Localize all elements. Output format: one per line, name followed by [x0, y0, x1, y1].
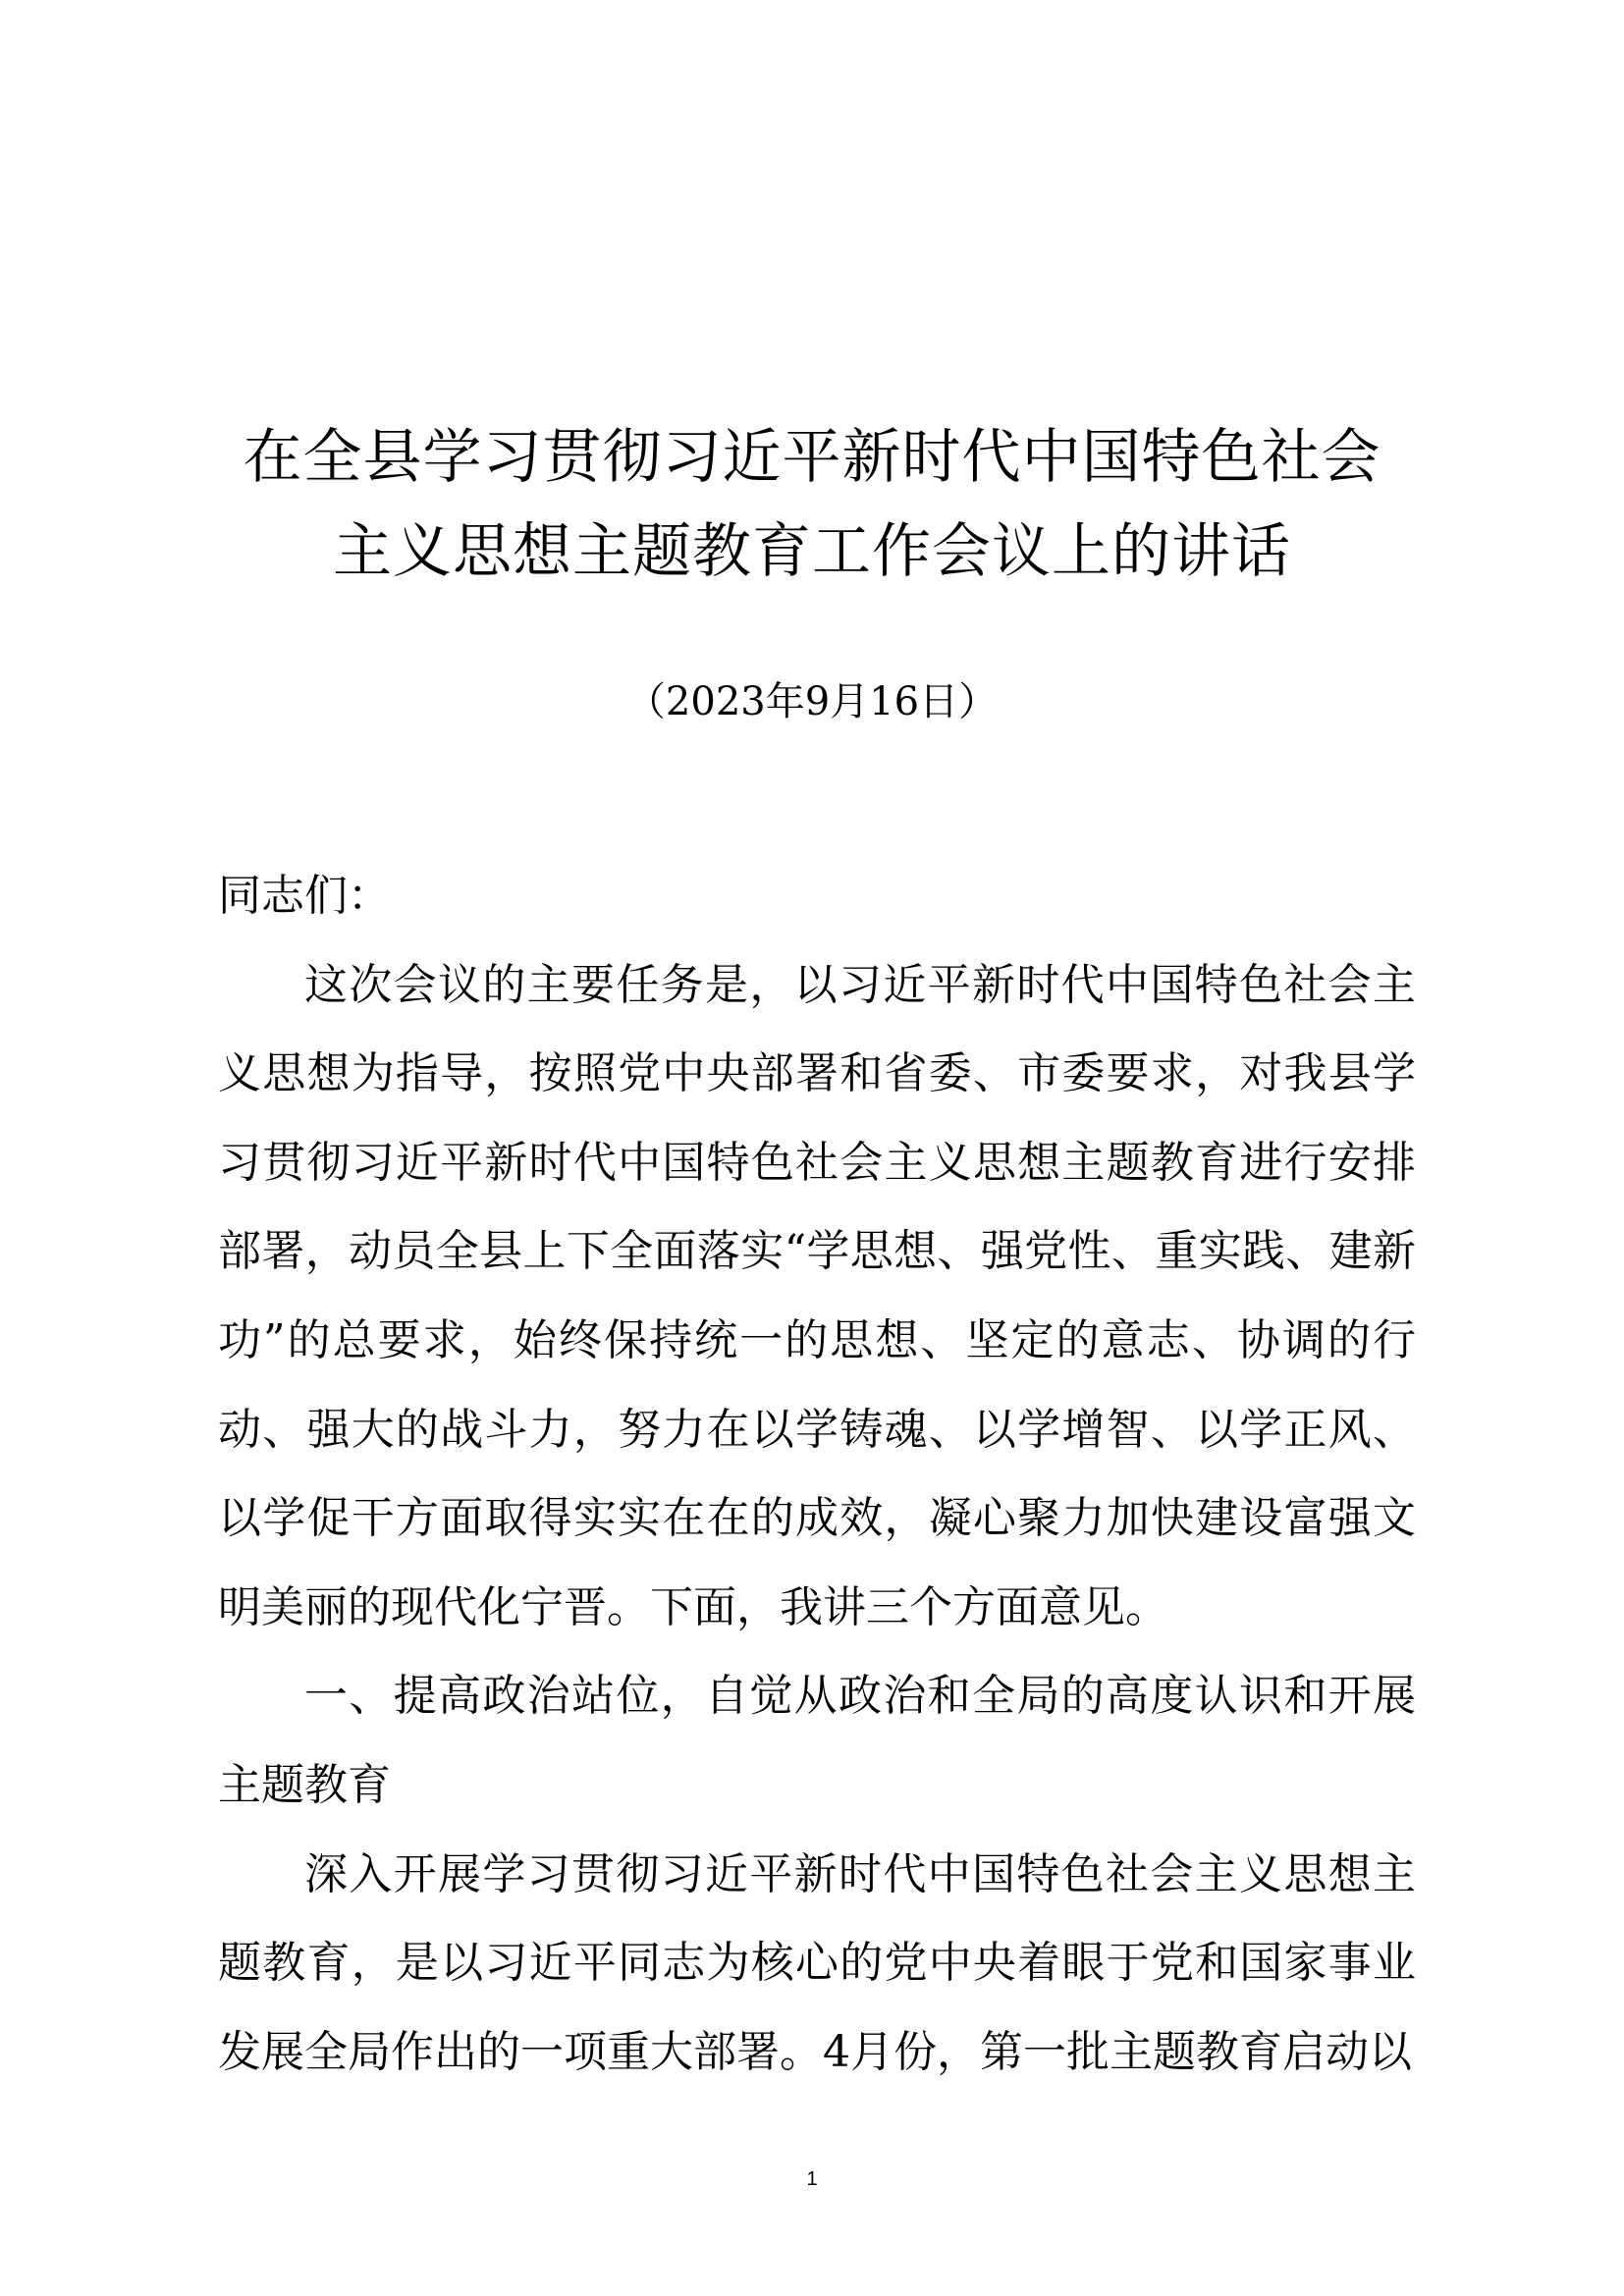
salutation: 同志们：: [218, 871, 391, 921]
speech-body: [218, 852, 1416, 2097]
paragraph-intro: 这次会议的主要任务是，以习近平新时代中国特色社会主义思想为指导，按照党中央部署和省委、市委要求，对我县学习贯彻习近平新时代中国特色社会主义思想主题教育进行安排部署，动员全县上下全面落实“学思想、强党性、重实践、建新功”的总要求，始终保持统一的思想、坚定的意志、协调的行动、强大的战斗力，努力在以学铸魂、以学增智、以学正风、以学促干方面取得实实在在的成效，凝心聚力加快建设富强文明美丽的现代化宁晋。下面，我讲三个方面意见。: [218, 959, 1416, 1632]
page-number: 1: [806, 2168, 818, 2190]
section-heading-1: 一、提高政治站位，自觉从政治和全局的高度认识和开展主题教育: [218, 1671, 1416, 1810]
title-line-2: 主义思想主题教育工作会议上的讲话: [333, 517, 1291, 586]
paragraph-section-1: 深入开展学习贯彻习近平新时代中国特色社会主义思想主题教育，是以习近平同志为核心的党中央着眼于党和国家事业发展全局作出的一项重大部署。4月份，第一批主题教育启动以: [218, 1848, 1416, 2077]
title-line-1: 在全县学习贯彻习近平新时代中国特色社会: [243, 423, 1381, 492]
speech-title: [196, 410, 1428, 599]
speech-date: （2023年9月16日）: [625, 679, 999, 724]
